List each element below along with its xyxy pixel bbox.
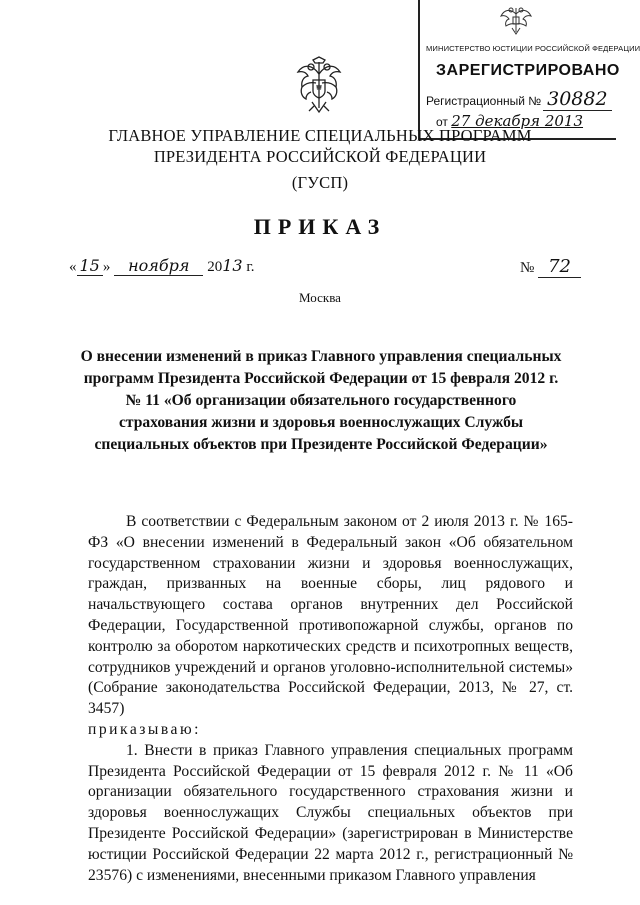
stamp-registration-line	[426, 88, 612, 110]
coat-of-arms-icon	[294, 56, 344, 116]
order-year-prefix: 20	[207, 259, 223, 275]
date-quote-open: «	[69, 259, 77, 275]
order-number-label: №	[520, 260, 535, 276]
stamp-reg-number: 30882	[543, 88, 611, 111]
org-abbreviation: (ГУСП)	[291, 173, 349, 192]
order-number-value: 72	[538, 256, 581, 278]
order-year-unit: г.	[246, 259, 255, 275]
document-title: ПРИКАЗ	[253, 214, 387, 239]
stamp-reg-label: Регистрационный №	[426, 94, 542, 108]
order-number	[520, 256, 581, 277]
stamp-date-label: от	[436, 115, 448, 129]
stamp-date-value: 27 декабря 2013	[451, 112, 584, 130]
order-heading: О внесении изменений в приказ Главного управления специальных программ Президента Российской Федерации от 15 февраля 2012 г. № 11 «Об организации обязательного государственного страхования жизни и здоровья военнослужащих Службы специальных объектов при Президенте Российской Федерации»	[80, 348, 562, 453]
order-day: 15	[77, 256, 103, 276]
stamp-ministry-text: МИНИСТЕРСТВО ЮСТИЦИИ РОССИЙСКОЙ ФЕДЕРАЦИИ	[426, 44, 640, 53]
stamp-registered-text: ЗАРЕГИСТРИРОВАНО	[436, 62, 620, 79]
body-paragraph-2: 1. Внести в приказ Главного управления специальных программ Президента Российской Федерации от 15 февраля 2012 г. № 11 «Об организации обязательного государственного страхования жизни и здоровья военнослужащих Службы специальных объектов при Президенте Российской Федерации» (зарегистрирован в Министерстве юстиции Российской Федерации 22 марта 2012 г., регистрационный № 23576) с изменениями, внесенными приказом Главного управления	[88, 741, 573, 884]
order-year-suffix: 13	[222, 256, 243, 275]
order-word: приказываю:	[88, 720, 201, 738]
double-headed-eagle-icon	[498, 4, 534, 36]
date-quote-close: »	[102, 259, 111, 275]
registration-stamp	[418, 0, 640, 140]
body-paragraph-1: В соответствии с Федеральным законом от 2 июля 2013 г. № 165-ФЗ «О внесении изменений в Федеральный закон «Об обязательном государственном страховании жизни и здоровья военнослужащих, граждан, призванных на военные сборы, лиц рядового и начальствующего состава органов внутренних дел Российской Федерации, Государственной противопожарной службы, органов по контролю за оборотом наркотических средств и психотропных веществ, сотрудников учреждений и органов уголовно-исполнительной системы» (Собрание законодательства Российской Федерации, 2013, № 27, ст. 3457)	[88, 513, 573, 718]
order-month: ноября	[114, 256, 203, 276]
order-body	[88, 512, 573, 886]
order-city: Москва	[299, 290, 341, 305]
order-date	[69, 256, 255, 276]
org-name-line-1: ГЛАВНОЕ УПРАВЛЕНИЕ СПЕЦИАЛЬНЫХ ПРОГРАММ	[108, 126, 532, 145]
org-name-line-2: ПРЕЗИДЕНТА РОССИЙСКОЙ ФЕДЕРАЦИИ	[153, 147, 487, 166]
